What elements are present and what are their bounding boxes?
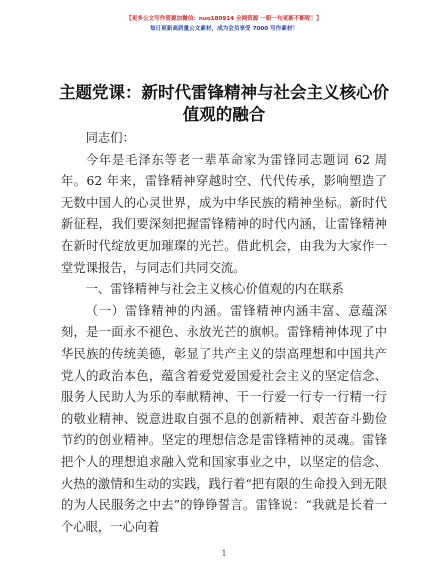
page-number: 1 xyxy=(221,549,227,558)
banner-line-membership: 每日更新高质量公文素材，成为会员享受 7000 写作素材！ xyxy=(149,26,299,32)
document-title-line-1: 主题党课：新时代雷锋精神与社会主义核心价 xyxy=(59,83,389,102)
salutation: 同志们： xyxy=(85,131,135,145)
section-heading: 一、雷锋精神与社会主义核心价值观的内在联系 xyxy=(85,282,344,297)
document-body xyxy=(61,128,387,538)
subsection-paragraph: （一）雷锋精神的内涵。雷锋精神内涵丰富、意蕴深刻，是一面永不褪色、永放光芒的旗帜。雷锋精神体现了中华民族的传统美德，彰显了共产主义的崇高理想和中国共产党人的政治本色，蕴含着爱党爱国爱社会主义的坚定信念、服务人民助人为乐的奉献精神、干一行爱一行专一行精一行的敬业精神、锐意进取自强不息的创新精神、艰苦奋斗勤俭节约的创业精神。坚定的理想信念是雷锋精神的灵魂。雷锋把个人的理想追求融入党和国家事业之中，以坚定的信念、火热的激情和生动的实践，践行着“把有限的生命投入到无限的为人民服务之中去”的铮铮誓言。雷锋说：“我就是长着一个心眼，一心向着 xyxy=(61,303,388,534)
intro-paragraph: 今年是毛泽东等老一辈革命家为雷锋同志题词 62 周年。62 年来，雷锋精神穿越时空、代代传承，影响塑造了无数中国人的心灵世界，成为中华民族的精神坐标。新时代新征程，我们要深刻把握雷锋精神的时代内涵，让雷锋精神在新时代绽放更加璀璨的光芒。借此机会，由我为大家作一堂党课报告，与同志们共同交流。 xyxy=(61,152,387,275)
document-title xyxy=(40,82,408,126)
document-title-line-2: 值观的融合 xyxy=(182,105,266,124)
header-banner xyxy=(0,14,448,34)
banner-line-promo: 【更多公文写作资源加微信：nuo180914 全网资源 一职一句更新不断呢！】 xyxy=(126,16,322,22)
